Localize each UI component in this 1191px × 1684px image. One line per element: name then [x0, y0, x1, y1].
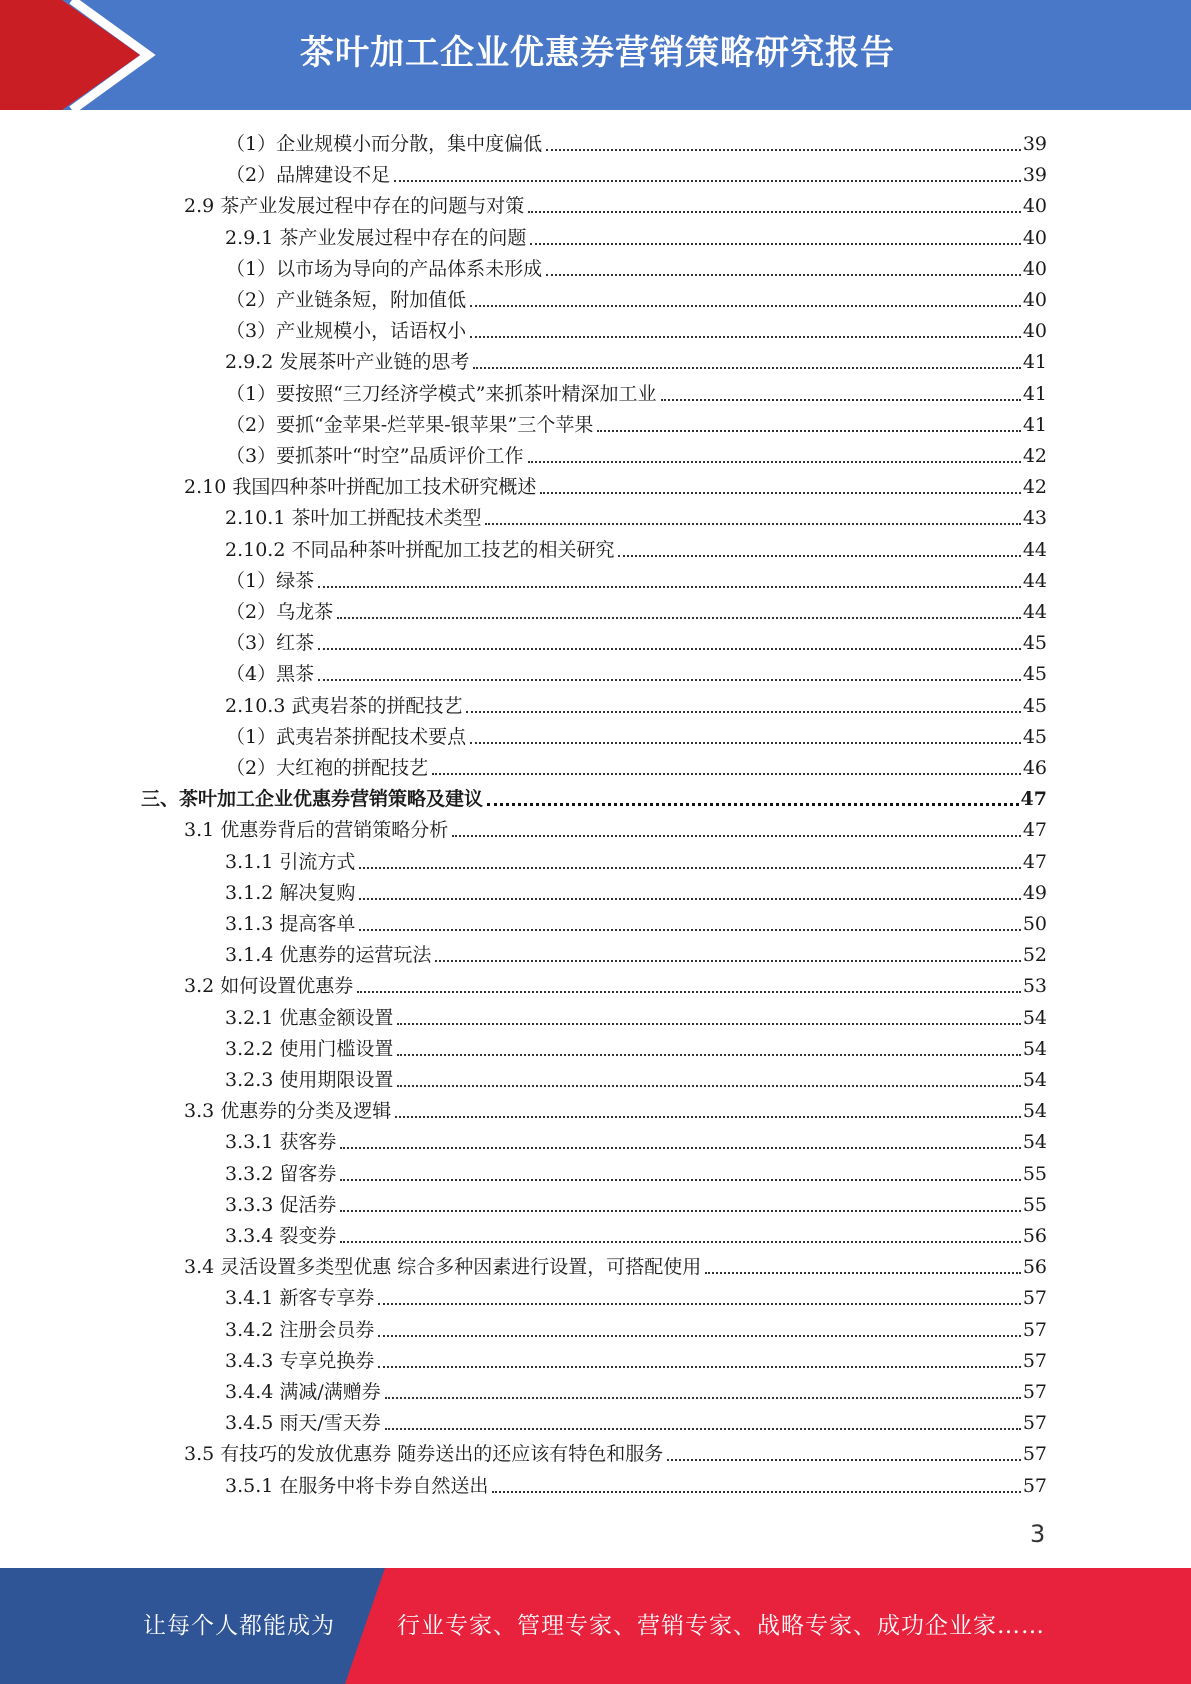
toc-entry-page: 54: [1022, 1069, 1047, 1091]
toc-entry-page: 45: [1022, 725, 1047, 748]
toc-dot-leader: [492, 1487, 1020, 1493]
toc-entry-title: （2）产业链条短，附加值低: [226, 289, 467, 311]
toc-dot-leader: [337, 613, 1021, 619]
toc-entry-title: （1）要按照“三刀经济学模式”来抓茶叶精深加工业: [226, 382, 657, 405]
toc-entry-title: 3.3.3 促活券: [225, 1193, 337, 1216]
toc-entry[interactable]: [184, 468, 1047, 499]
toc-entry-page: 39: [1022, 133, 1047, 155]
toc-entry[interactable]: [225, 905, 1047, 936]
toc-entry-title: 3.2 如何设置优惠券: [184, 975, 354, 998]
footer-slogan-right: 行业专家、管理专家、营销专家、战略专家、成功企业家……: [397, 1613, 1045, 1639]
toc-entry-page: 42: [1022, 445, 1047, 467]
toc-entry-title: 2.10.2 不同品种茶叶拼配加工技艺的相关研究: [225, 538, 615, 561]
toc-entry[interactable]: [225, 874, 1047, 905]
toc-dot-leader: [394, 176, 1021, 182]
toc-entry-title: 3.4.3 专享兑换券: [225, 1349, 375, 1372]
toc-entry-title: 3.4.5 雨天/雪天券: [225, 1412, 381, 1435]
toc-entry[interactable]: [225, 1342, 1047, 1373]
toc-entry-page: 57: [1022, 1381, 1047, 1403]
toc-entry-page: 49: [1022, 881, 1047, 904]
toc-entry-page: 54: [1022, 1131, 1047, 1154]
toc-entry-title: 3.3.1 获客券: [225, 1131, 337, 1154]
toc-dot-leader: [397, 1081, 1020, 1087]
toc-entry-page: 57: [1022, 1474, 1047, 1497]
toc-dot-leader: [661, 395, 1021, 401]
toc-entry-title: 3.1.4 优惠券的运营玩法: [225, 944, 432, 967]
toc-dot-leader: [452, 831, 1021, 837]
toc-dot-leader: [385, 1424, 1021, 1430]
toc-dot-leader: [546, 145, 1021, 151]
toc-entry-page: 50: [1022, 913, 1047, 935]
toc-entry-title: 2.10.3 武夷岩茶的拼配技艺: [225, 694, 463, 717]
toc-entry[interactable]: [226, 250, 1047, 281]
toc-entry[interactable]: [225, 1155, 1047, 1186]
toc-entry-page: 57: [1022, 1349, 1047, 1372]
toc-entry-page: 41: [1022, 413, 1047, 436]
toc-entry-page: 40: [1022, 226, 1047, 249]
toc-entry-page: 41: [1022, 382, 1047, 405]
toc-dot-leader: [357, 987, 1021, 993]
toc-entry-page: 43: [1022, 507, 1047, 530]
toc-entry-page: 55: [1022, 1193, 1047, 1216]
toc-dot-leader: [667, 1455, 1021, 1461]
toc-dot-leader: [470, 301, 1021, 307]
toc-dot-leader: [340, 1206, 1020, 1212]
toc-entry-title: （2）品牌建设不足: [226, 164, 391, 187]
toc-entry-page: 45: [1022, 663, 1047, 686]
toc-entry[interactable]: [184, 1248, 1047, 1279]
toc-entry[interactable]: [226, 749, 1047, 780]
toc-entry-page: 57: [1022, 1287, 1047, 1310]
toc-entry-title: 3.1 优惠券背后的营销策略分析: [184, 819, 449, 842]
toc-entry-title: （4）黑茶: [226, 663, 315, 686]
toc-dot-leader: [340, 1175, 1020, 1181]
toc-entry[interactable]: [225, 936, 1047, 967]
toc-entry[interactable]: [225, 1061, 1047, 1092]
toc-entry-title: 3.3.2 留客券: [225, 1162, 337, 1185]
toc-dot-leader: [528, 457, 1021, 463]
toc-dot-leader: [618, 551, 1020, 557]
toc-dot-leader: [485, 519, 1020, 525]
toc-entry-title: 3.5 有技巧的发放优惠券 随券送出的还应该有特色和服务: [184, 1443, 664, 1466]
toc-entry-page: 54: [1022, 1006, 1047, 1029]
toc-entry-title: （1）绿茶: [226, 569, 315, 592]
page-header: [0, 0, 1191, 110]
toc-dot-leader: [473, 363, 1020, 369]
toc-entry[interactable]: [141, 780, 1047, 811]
toc-entry-title: （1）以市场为导向的产品体系未形成: [226, 257, 543, 280]
toc-entry[interactable]: [225, 687, 1047, 718]
toc-entry-page: 57: [1022, 1412, 1047, 1435]
toc-entry[interactable]: [226, 562, 1047, 593]
toc-entry-title: 2.10.1 茶叶加工拼配技术类型: [225, 507, 482, 530]
toc-entry-page: 46: [1022, 757, 1047, 779]
toc-entry-title: 2.9 茶产业发展过程中存在的问题与对策: [184, 195, 525, 218]
footer-slogan-left: 让每个人都能成为: [143, 1613, 335, 1639]
toc-entry-title: 3.3 优惠券的分类及逻辑: [184, 1100, 392, 1123]
document-title: 茶叶加工企业优惠券营销策略研究报告: [300, 33, 895, 73]
toc-dot-leader: [340, 1143, 1020, 1149]
toc-entry[interactable]: [184, 1092, 1047, 1123]
toc-entry-page: 54: [1022, 1100, 1047, 1123]
toc-dot-leader: [340, 1237, 1020, 1243]
toc-entry[interactable]: [226, 718, 1047, 749]
toc-entry[interactable]: [225, 1467, 1047, 1498]
toc-entry-title: （3）红茶: [226, 632, 315, 655]
toc-dot-leader: [528, 207, 1021, 213]
page-number: 3: [1030, 1520, 1046, 1548]
toc-entry-page: 39: [1022, 164, 1047, 187]
toc-entry-page: 44: [1022, 569, 1047, 592]
toc-dot-leader: [530, 239, 1020, 245]
toc-dot-leader: [705, 1268, 1021, 1274]
toc-entry-page: 40: [1022, 195, 1047, 218]
toc-entry-page: 44: [1022, 601, 1047, 623]
toc-dot-leader: [359, 863, 1020, 869]
toc-dot-leader: [466, 707, 1020, 713]
toc-dot-leader: [359, 925, 1020, 931]
toc-entry-title: （1）武夷岩茶拼配技术要点: [226, 725, 467, 748]
toc-entry[interactable]: [225, 999, 1047, 1030]
toc-dot-leader: [487, 799, 1019, 806]
toc-entry-title: 3.4 灵活设置多类型优惠 综合多种因素进行设置，可搭配使用: [184, 1256, 702, 1279]
toc-entry-page: 52: [1022, 944, 1047, 967]
toc-dot-leader: [546, 270, 1021, 276]
toc-entry[interactable]: [226, 312, 1047, 343]
toc-entry-title: 3.1.2 解决复购: [225, 881, 356, 904]
toc-entry-title: 2.9.2 发展茶叶产业链的思考: [225, 351, 470, 374]
toc-entry[interactable]: [184, 811, 1047, 842]
toc-entry[interactable]: [226, 655, 1047, 686]
toc-entry-title: 3.3.4 裂变券: [225, 1225, 337, 1247]
toc-dot-leader: [359, 894, 1020, 900]
toc-entry-title: （2）乌龙茶: [226, 601, 334, 623]
toc-entry[interactable]: [184, 1435, 1047, 1466]
toc-entry[interactable]: [225, 843, 1047, 874]
toc-dot-leader: [435, 956, 1020, 962]
toc-dot-leader: [395, 1112, 1021, 1118]
toc-dot-leader: [318, 644, 1021, 650]
toc-entry[interactable]: [225, 1279, 1047, 1310]
toc-dot-leader: [378, 1299, 1020, 1305]
toc-entry[interactable]: [225, 1311, 1047, 1342]
toc-entry[interactable]: [184, 187, 1047, 218]
toc-entry-title: 三、茶叶加工企业优惠券营销策略及建议: [141, 788, 484, 811]
toc-entry-page: 57: [1022, 1443, 1047, 1466]
toc-entry[interactable]: [225, 1373, 1047, 1404]
toc-entry-page: 44: [1022, 538, 1047, 561]
toc-entry-page: 42: [1022, 476, 1047, 499]
toc-entry[interactable]: [225, 1030, 1047, 1061]
toc-entry-title: 3.5.1 在服务中将卡券自然送出: [225, 1474, 489, 1497]
toc-entry-title: 3.4.4 满减/满赠券: [225, 1381, 381, 1403]
toc-entry[interactable]: [226, 593, 1047, 624]
toc-entry-page: 47: [1022, 819, 1047, 842]
toc-entry-page: 57: [1022, 1318, 1047, 1341]
toc-entry-page: 53: [1022, 975, 1047, 998]
toc-entry-page: 56: [1022, 1256, 1047, 1279]
toc-entry[interactable]: [226, 281, 1047, 312]
toc-dot-leader: [318, 675, 1021, 681]
toc-dot-leader: [378, 1331, 1020, 1337]
toc-entry-page: 40: [1022, 257, 1047, 280]
toc-entry-page: 40: [1022, 289, 1047, 311]
toc-dot-leader: [597, 426, 1020, 432]
page-footer: [0, 1568, 1191, 1684]
toc-entry[interactable]: [225, 499, 1047, 530]
toc-entry-page: 55: [1022, 1162, 1047, 1185]
toc-entry[interactable]: [225, 1123, 1047, 1154]
toc-entry-page: 56: [1022, 1225, 1047, 1247]
toc-dot-leader: [318, 582, 1021, 588]
toc-dot-leader: [470, 738, 1021, 744]
toc-entry-title: 3.4.1 新客专享券: [225, 1287, 375, 1310]
toc-entry-title: 3.2.2 使用门槛设置: [225, 1037, 394, 1060]
toc-entry[interactable]: [225, 531, 1047, 562]
toc-entry-title: 2.10 我国四种茶叶拼配加工技术研究概述: [184, 476, 537, 499]
toc-entry-title: 3.1.3 提高客单: [225, 913, 356, 935]
toc-entry-page: 45: [1022, 632, 1047, 655]
toc-entry[interactable]: [225, 343, 1047, 374]
toc-entry[interactable]: [226, 624, 1047, 655]
toc-entry-page: 47: [1020, 788, 1047, 811]
toc-dot-leader: [540, 488, 1020, 494]
toc-entry[interactable]: [225, 219, 1047, 250]
toc-entry-page: 40: [1022, 320, 1047, 343]
toc-entry-title: （2）大红袍的拼配技艺: [226, 757, 429, 779]
toc-dot-leader: [432, 769, 1021, 775]
toc-entry-title: 2.9.1 茶产业发展过程中存在的问题: [225, 226, 527, 249]
toc-entry-title: （3）要抓茶叶“时空”品质评价工作: [226, 445, 524, 467]
toc-entry-page: 47: [1022, 850, 1047, 873]
toc-entry-title: （1）企业规模小而分散，集中度偏低: [226, 133, 543, 155]
toc-dot-leader: [385, 1393, 1021, 1399]
toc-entry[interactable]: [225, 1404, 1047, 1435]
toc-entry[interactable]: [226, 406, 1047, 437]
toc-dot-leader: [470, 332, 1021, 338]
toc-entry[interactable]: [225, 1186, 1047, 1217]
toc-entry-page: 41: [1022, 351, 1047, 374]
toc-dot-leader: [397, 1050, 1020, 1056]
toc-entry[interactable]: [226, 375, 1047, 406]
toc-entry-title: （3）产业规模小，话语权小: [226, 320, 467, 343]
toc-entry-page: 54: [1022, 1037, 1047, 1060]
toc-entry-title: 3.1.1 引流方式: [225, 850, 356, 873]
toc-entry[interactable]: [226, 156, 1047, 187]
toc-entry[interactable]: [226, 437, 1047, 468]
toc-entry[interactable]: [226, 125, 1047, 156]
toc-entry-page: 45: [1022, 694, 1047, 717]
toc-entry-title: （2）要抓“金苹果-烂苹果-银苹果”三个苹果: [226, 413, 594, 436]
toc-entry-title: 3.2.1 优惠金额设置: [225, 1006, 394, 1029]
toc-entry-title: 3.2.3 使用期限设置: [225, 1069, 394, 1091]
toc-dot-leader: [378, 1362, 1020, 1368]
toc-dot-leader: [397, 1019, 1020, 1025]
toc-entry-title: 3.4.2 注册会员券: [225, 1318, 375, 1341]
toc-entry[interactable]: [184, 967, 1047, 998]
toc-entry[interactable]: [225, 1217, 1047, 1248]
